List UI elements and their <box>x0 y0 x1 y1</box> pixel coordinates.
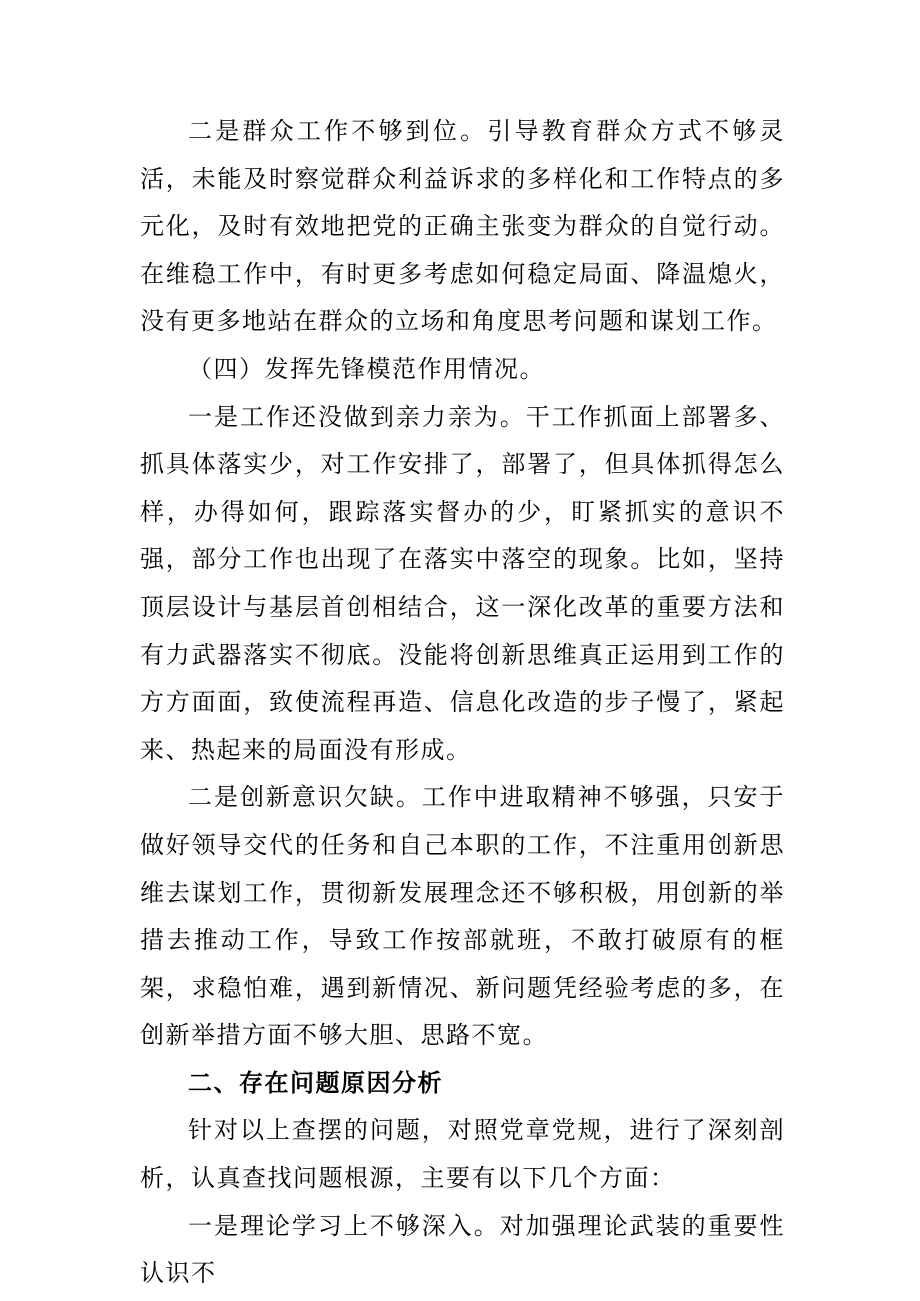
paragraph-hands-on-work: 一是工作还没做到亲力亲为。干工作抓面上部署多、抓具体落实少，对工作安排了，部署了，但具体抓得怎么样，办得如何，跟踪落实督办的少，盯紧抓实的意识不强，部分工作也出现了在落实中落空的现象。比如，坚持顶层设计与基层首创相结合，这一深化改革的重要方法和有力武器落实不彻底。没能将创新思维真正运用到工作的方方面面，致使流程再造、信息化改造的步子慢了，紧起来、热起来的局面没有形成。 <box>140 402 785 764</box>
paragraph-mass-work: 二是群众工作不够到位。引导教育群众方式不够灵活，未能及时察觉群众利益诉求的多样化和工作特点的多元化，及时有效地把党的正确主张变为群众的自觉行动。在维稳工作中，有时更多考虑如何稳定局面、降温熄火，没有更多地站在群众的立场和角度思考问题和谋划工作。 <box>140 117 785 336</box>
paragraph-section-four-heading: （四）发挥先锋模范作用情况。 <box>188 354 545 383</box>
paragraph-analysis-intro: 针对以上查摆的问题，对照党章党规，进行了深刻剖析，认真查找问题根源，主要有以下几个方面： <box>140 1116 785 1193</box>
paragraph-innovation: 二是创新意识欠缺。工作中进取精神不够强，只安于做好领导交代的任务和自己本职的工作，不注重用创新思维去谋划工作，贯彻新发展理念还不够积极，用创新的举措去推动工作，导致工作按部就班，不敢打破原有的框架，求稳怕难，遇到新情况、新问题凭经验考虑的多，在创新举措方面不够大胆、思路不宽。 <box>140 783 785 1050</box>
document-body <box>140 108 785 1298</box>
paragraph-theory-study: 一是理论学习上不够深入。对加强理论武装的重要性认识不 <box>140 1211 785 1288</box>
section-heading-cause-analysis: 二、存在问题原因分析 <box>188 1068 443 1097</box>
